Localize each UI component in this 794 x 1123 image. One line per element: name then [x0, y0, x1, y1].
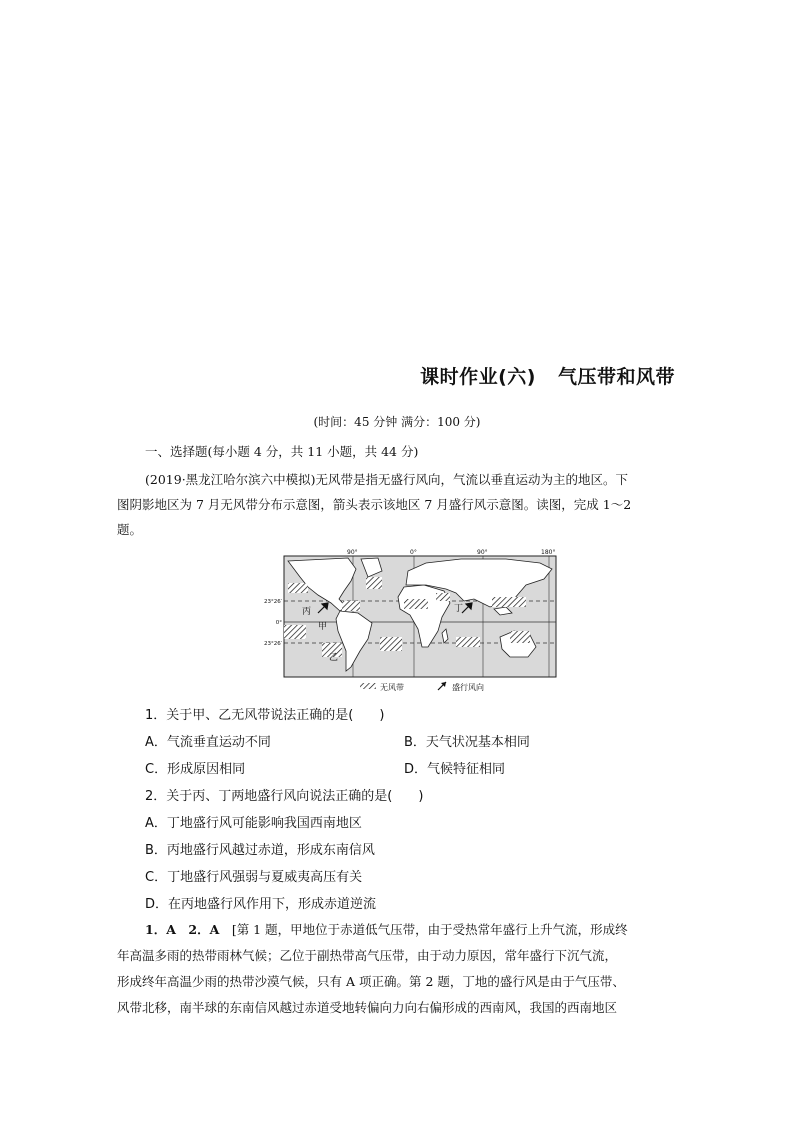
question-2-stem: 2．关于丙、丁两地盛行风向说法正确的是( )	[145, 789, 424, 804]
region-label-yi: 乙	[329, 653, 339, 663]
lon-label: 90°	[477, 549, 488, 556]
lon-label: 90°	[347, 549, 358, 556]
answer-text-1: [第 1 题，甲地位于赤道低气压带，由于受热常年盛行上升气流，形成终	[231, 922, 628, 937]
calm-belt-area	[366, 577, 382, 589]
calm-belt-map	[256, 547, 558, 695]
answer-key: 1．A 2．A	[145, 922, 220, 937]
lat-label: 23°26′	[264, 641, 282, 647]
calm-belt-area	[380, 637, 402, 651]
lon-label: 0°	[410, 549, 417, 556]
title-part1: 课时作业(六)	[420, 366, 536, 388]
option-2d[interactable]: D．在丙地盛行风作用下，形成赤道逆流	[145, 897, 377, 912]
page-title	[0, 362, 675, 389]
calm-belt-area	[492, 597, 526, 607]
lat-label: 23°26′	[264, 599, 282, 605]
calm-belt-area	[436, 593, 450, 601]
legend-calm-label: 无风带	[380, 683, 404, 692]
calm-belt-area	[456, 637, 480, 647]
region-label-bing: 丙	[302, 607, 312, 617]
lon-label: 180°	[541, 549, 556, 556]
section-heading: 一、选择题(每小题 4 分，共 11 小题，共 44 分)	[145, 444, 419, 459]
region-label-jia: 甲	[318, 622, 328, 632]
calm-belt-area	[404, 599, 428, 609]
option-1b[interactable]: B．天气状况基本相同	[404, 735, 530, 750]
question-1-options-row-1	[145, 731, 705, 750]
option-2c[interactable]: C．丁地盛行风强弱与夏威夷高压有关	[145, 870, 363, 885]
intro-line-2: 图阴影地区为 7 月无风带分布示意图，箭头表示该地区 7 月盛行风示意图。读图，完成 1～2	[117, 497, 632, 512]
answer-line-3: 形成终年高温少雨的热带沙漠气候，只有 A 项正确。第 2 题，丁地的盛行风是由于气压带、	[117, 974, 625, 989]
intro-line-3: 题。	[117, 522, 143, 537]
calm-belt-area	[284, 625, 306, 639]
option-2a[interactable]: A．丁地盛行风可能影响我国西南地区	[145, 816, 362, 831]
option-1c[interactable]: C．形成原因相同	[145, 762, 246, 777]
option-2b[interactable]: B．丙地盛行风越过赤道，形成东南信风	[145, 843, 375, 858]
answer-line-1	[145, 920, 677, 938]
answer-line-2: 年高温多雨的热带雨林气候；乙位于副热带高气压带，由于动力原因，常年盛行下沉气流，	[117, 948, 618, 963]
region-label-ding: 丁	[454, 604, 464, 614]
intro-line-1: (2019·黑龙江哈尔滨六中模拟)无风带是指无盛行风向，气流以垂直运动为主的地区。下	[145, 472, 629, 487]
calm-belt-area	[342, 601, 360, 611]
calm-belt-area	[510, 631, 530, 643]
time-score-info: (时间：45 分钟 满分：100 分)	[313, 415, 481, 429]
question-1-options-row-2	[145, 758, 705, 777]
question-1-stem: 1．关于甲、乙无风带说法正确的是( )	[145, 708, 385, 723]
option-1d[interactable]: D．气候特征相同	[404, 762, 506, 777]
answer-line-4: 风带北移，南半球的东南信风越过赤道受地转偏向力向右偏形成的西南风，我国的西南地区	[117, 1000, 618, 1015]
option-1a[interactable]: A．气流垂直运动不同	[145, 735, 271, 750]
lat-label: 0°	[275, 620, 282, 626]
calm-belt-area	[288, 583, 308, 593]
legend-calm-swatch	[360, 683, 376, 689]
map-svg	[256, 547, 558, 695]
title-part2: 气压带和风带	[557, 366, 675, 388]
legend-wind-label: 盛行风向	[452, 683, 484, 692]
